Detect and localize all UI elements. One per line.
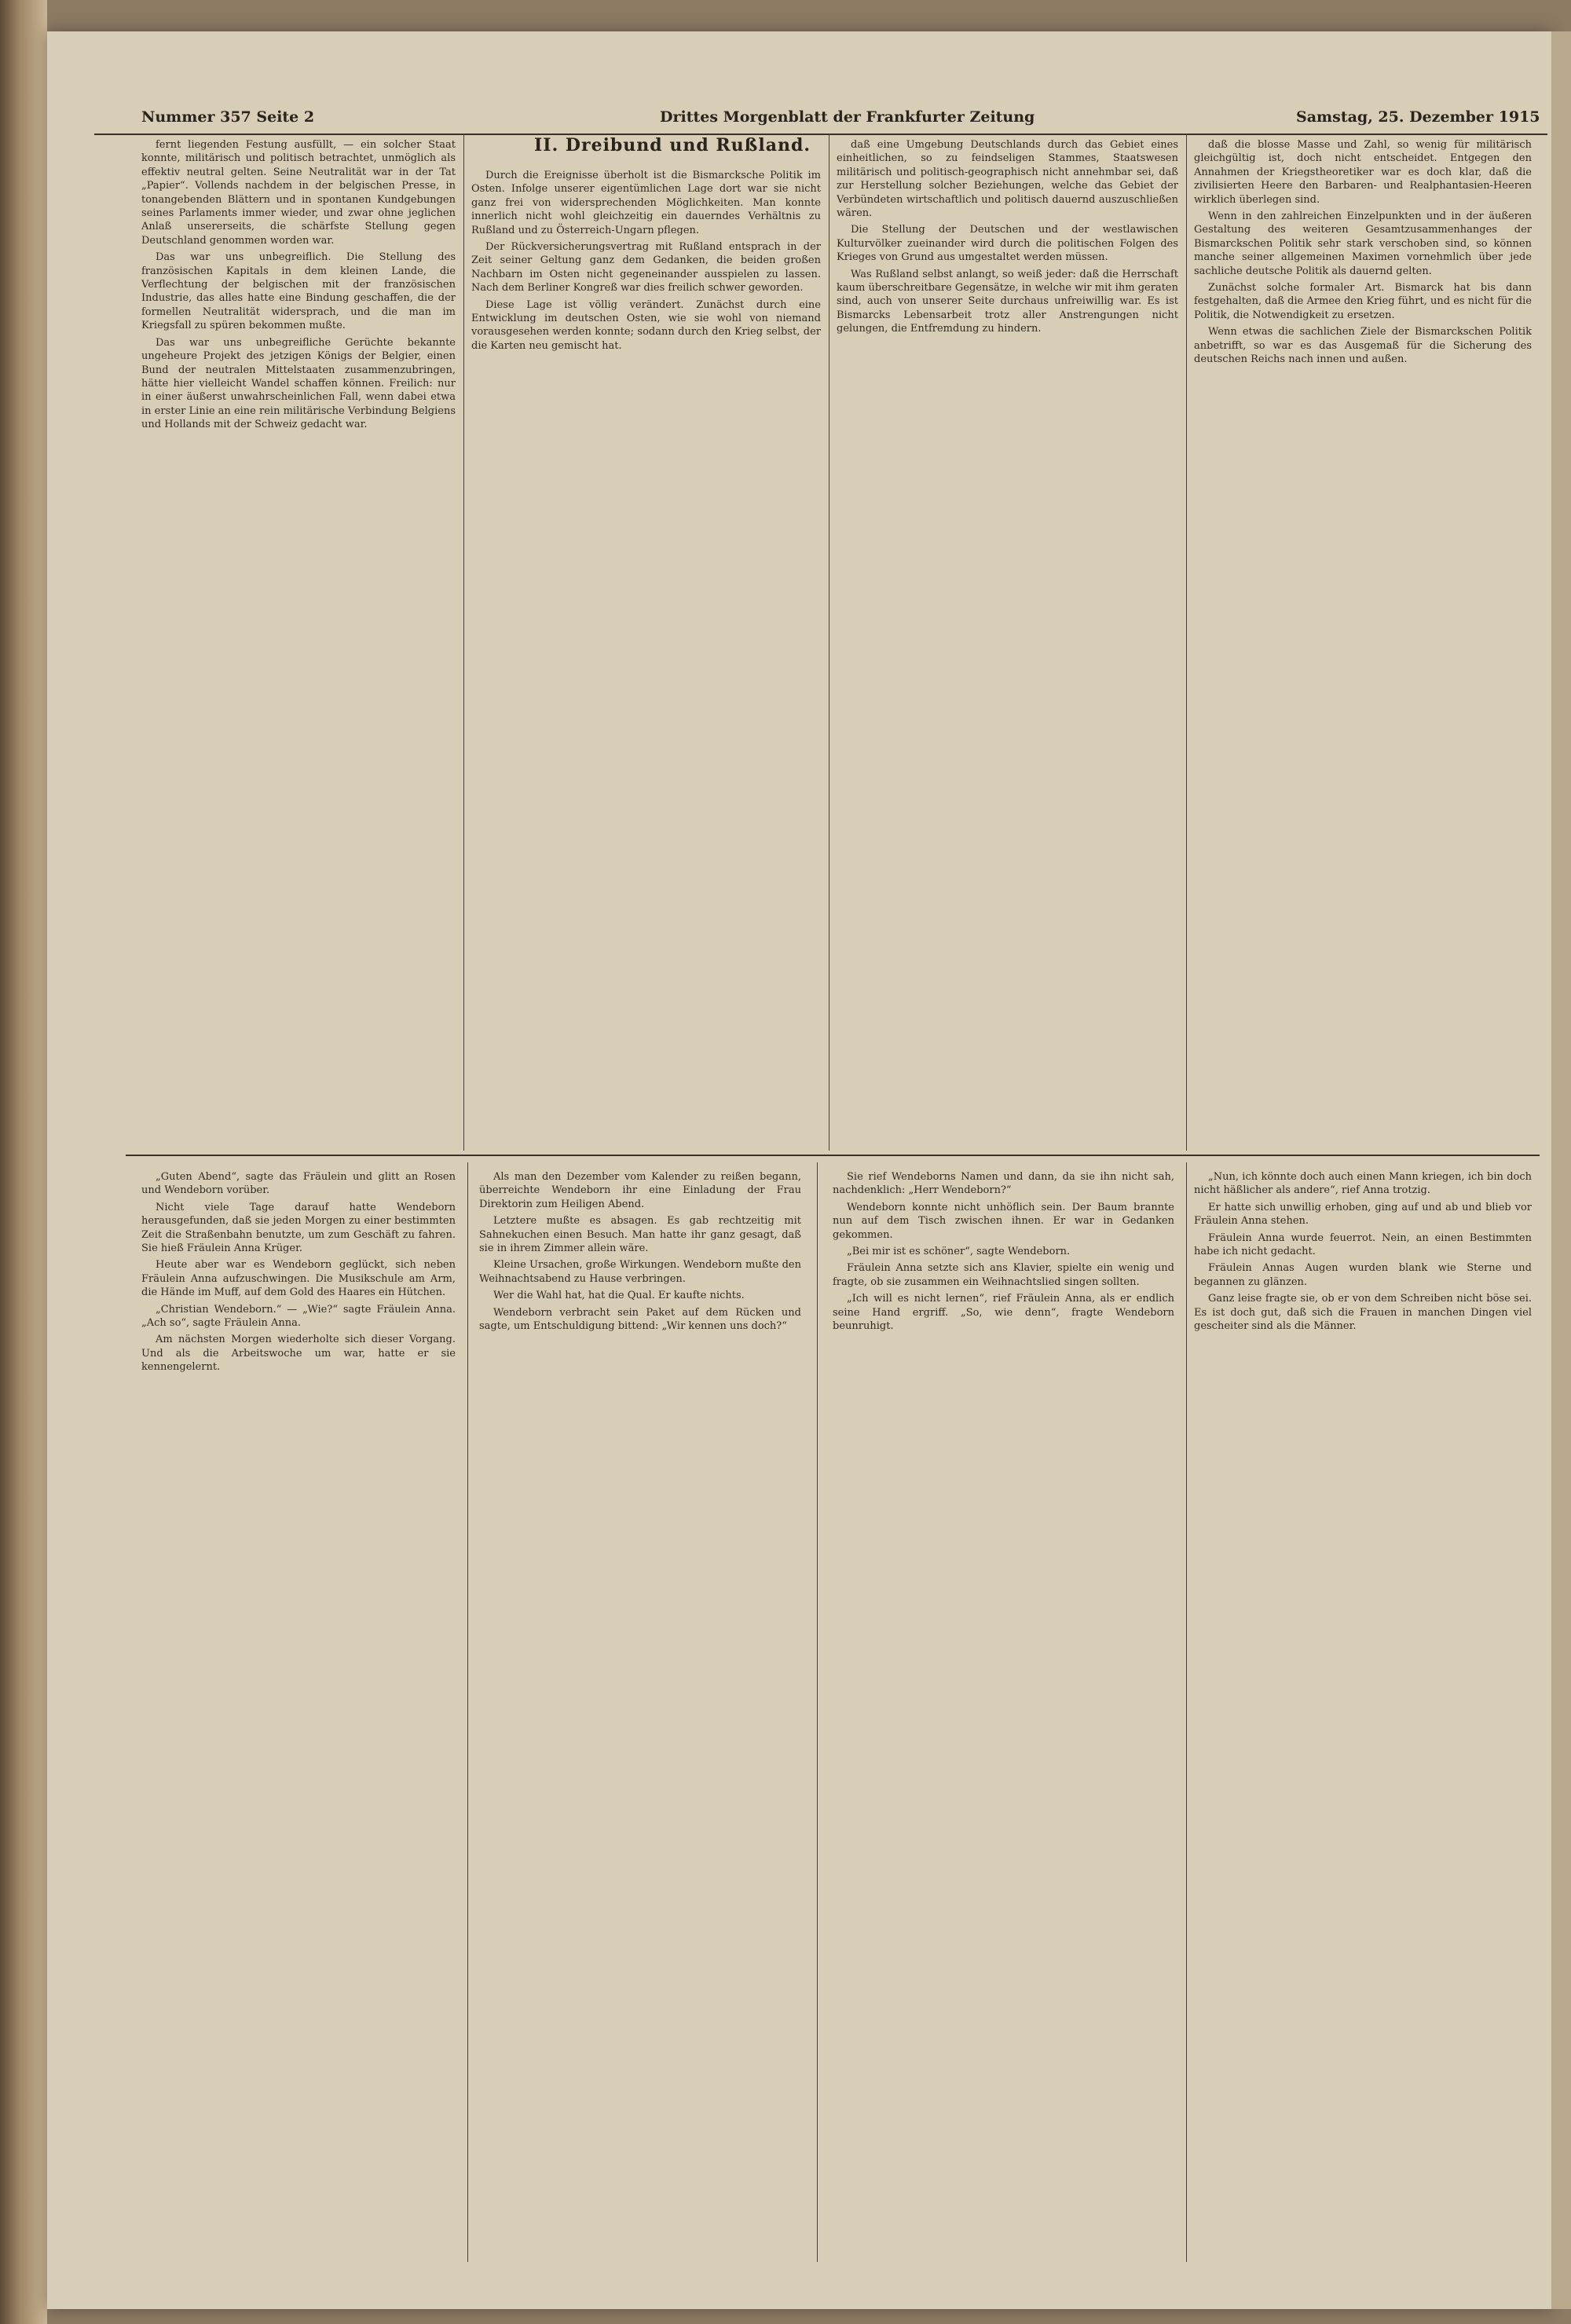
column-rule: [1186, 134, 1187, 1151]
paragraph: Das war uns unbegreifliche Gerüchte bekannte ungeheure Projekt des jetzigen Königs der Belgier, einen Bund der neutralen Mittelstaaten zusammenzubringen, hätte hier vielleicht Wandel schaffen können. Freilich: nur in einer äußerst unwahrscheinlichen Fall, wenn dabei etwa in erster Linie an eine rein militärische Verbindung Belgiens und Hollands mit der Schweiz gedacht war.: [141, 336, 456, 431]
column-rule: [463, 134, 464, 1151]
article-column-1: [141, 138, 456, 1147]
paragraph: Die Stellung der Deutschen und der westlawischen Kulturvölker zueinander wird durch die politischen Folgen des Krieges von Grund aus umgestaltet werden müssen.: [837, 224, 1178, 264]
paragraph: Zunächst solche formaler Art. Bismarck hat bis dann festgehalten, daß die Armee den Krieg führt, und es nicht für die Politik, die Notwendigkeit zu ersetzen.: [1194, 282, 1532, 321]
paragraph: Sie rief Wendeborns Namen und dann, da sie ihn nicht sah, nachdenklich: „Herr Wendeborn?“: [833, 1171, 1174, 1197]
paragraph: „Christian Wendeborn.“ — „Wie?“ sagte Fräulein Anna. „Ach so“, sagte Fräulein Anna.: [141, 1303, 456, 1330]
paragraph: Heute aber war es Wendeborn geglückt, sich neben Fräulein Anna aufzuschwingen. Die Musikschule am Arm, die Hände im Muff, auf dem Gold des Haares ein Hütchen.: [141, 1259, 456, 1299]
paragraph: Wer die Wahl hat, hat die Qual. Er kaufte nichts.: [493, 1290, 745, 1302]
article-column-2: [471, 169, 821, 1147]
article-column-4: [1194, 138, 1532, 1147]
paragraph: Wendeborn konnte nicht unhöflich sein. Der Baum brannte nun auf dem Tisch zwischen ihnen. Er war in Gedanken gekommen.: [833, 1201, 1174, 1241]
paragraph: Nicht viele Tage darauf hatte Wendeborn herausgefunden, daß sie jeden Morgen zu einer bestimmten Zeit die Straßenbahn benutzte, um zum Geschäft zu fahren. Sie hieß Fräulein Anna Krüger.: [141, 1201, 456, 1255]
next-page-edge: [1551, 31, 1571, 2309]
feuilleton-rule: [126, 1155, 1540, 1156]
column-rule: [467, 1162, 468, 2262]
paragraph: Diese Lage ist völlig verändert. Zunächst durch eine Entwicklung im deutschen Osten, wie sie wohl von niemand vorausgesehen werden konnte; sodann durch den Krieg selbst, der die Karten neu gemischt hat.: [471, 298, 821, 352]
issue-number: Nummer 357 Seite 2: [141, 108, 315, 126]
paragraph: Wenn etwas die sachlichen Ziele der Bismarckschen Politik anbetrifft, so war es das Ausgemaß für die Sicherung des deutschen Reichs nach innen und außen.: [1194, 326, 1532, 366]
column-rule: [1186, 1162, 1187, 2262]
feuilleton-column-4: [1194, 1170, 1532, 2262]
paragraph: Ganz leise fragte sie, ob er von dem Schreiben nicht böse sei. Es ist doch gut, daß sich die Frauen in manchen Dingen viel gescheiter sind als die Männer.: [1194, 1293, 1532, 1333]
paragraph: Was Rußland selbst anlangt, so weiß jeder: daß die Herrschaft kaum überschreitbare Gegensätze, in welche wir mit ihm geraten sind, auch von unserer Seite durchaus unfreiwillig war. Es ist Bismarcks Lebensarbeit trotz aller Anstrengungen nicht gelungen, die Entfremdung zu hindern.: [837, 268, 1178, 335]
feuilleton-column-3: [833, 1170, 1174, 2262]
paragraph: Durch die Ereignisse überholt ist die Bismarcksche Politik im Osten. Infolge unserer eigentümlichen Lage dort war sie nicht ganz frei von widersprechenden Möglichkeiten. Man konnte innerlich nicht wohl gleichzeitig ein dauerndes Verhältnis zu Rußland und zu Österreich-Ungarn pflegen.: [471, 170, 821, 236]
paragraph: Letztere mußte es absagen. Es gab rechtzeitig mit Sahnekuchen einen Besuch. Man hatte ihr ganz gesagt, daß sie in ihrem Zimmer allein wäre.: [479, 1215, 801, 1255]
paragraph: „Ich will es nicht lernen“, rief Fräulein Anna, als er endlich seine Hand ergriff. „So, wie denn“, fragte Wendeborn beunruhigt.: [833, 1293, 1174, 1333]
masthead-line: [94, 102, 1547, 135]
column-rule: [817, 1162, 818, 2262]
paragraph: „Bei mir ist es schöner“, sagte Wendeborn.: [847, 1246, 1071, 1258]
paragraph: Fräulein Anna wurde feuerrot. Nein, an einen Bestimmten habe ich nicht gedacht.: [1194, 1232, 1532, 1258]
paragraph: Als man den Dezember vom Kalender zu reißen begann, überreichte Wendeborn ihr eine Einladung der Frau Direktorin zum Heiligen Abend.: [479, 1171, 801, 1210]
newspaper-title: Drittes Morgenblatt der Frankfurter Zeitung: [660, 108, 1035, 126]
paragraph: Der Rückversicherungsvertrag mit Rußland entsprach in der Zeit seiner Geltung ganz dem Gedanken, die beiden großen Nachbarn im Osten nicht gegeneinander ausspielen zu lassen. Nach dem Berliner Kongreß war dies freilich schwer geworden.: [471, 241, 821, 295]
paragraph: Kleine Ursachen, große Wirkungen. Wendeborn mußte den Weihnachtsabend zu Hause verbringen.: [479, 1259, 801, 1285]
issue-date: Samstag, 25. Dezember 1915: [1296, 108, 1540, 126]
paragraph: Am nächsten Morgen wiederholte sich dieser Vorgang. Und als die Arbeitswoche um war, hatte er sie kennengelernt.: [141, 1334, 456, 1374]
paragraph: Wenn in den zahlreichen Einzelpunkten und in der äußeren Gestaltung des weiteren Gesamtzusammenhanges der Bismarckschen Politik sehr stark verschoben sind, so können manche seiner allgemeinen Maximen vornehmlich über jede sachliche deutsche Politik als dauernd gelten.: [1194, 210, 1532, 277]
paragraph: daß die blosse Masse und Zahl, so wenig für militärisch gleichgültig ist, doch nicht entscheidet. Entgegen den Annahmen der Kriegstheoretiker war es doch klar, daß die zivilisierten Heere den Barbaren- und Realphantasien-Heeren wirklich überlegen sind.: [1194, 139, 1532, 206]
paragraph: daß eine Umgebung Deutschlands durch das Gebiet eines einheitlichen, so zu feindseligen Stammes, Staatswesen militärisch und politisch-geographisch nicht annehmbar sei, daß zur Herstellung solcher Beziehungen, welche das Gebiet der Verbündeten wirtschaftlich und politisch dauernd auszuschließen wären.: [837, 139, 1178, 220]
feuilleton-column-1: [141, 1170, 456, 2262]
paragraph: Er hatte sich unwillig erhoben, ging auf und ab und blieb vor Fräulein Anna stehen.: [1194, 1201, 1532, 1228]
paragraph: Das war uns unbegreiflich. Die Stellung des französischen Kapitals in dem kleinen Lande, die Verflechtung der belgischen mit der französischen Industrie, das alles hatte eine Bindung geschaffen, die der formellen Neutralität widersprach, und die man im Kriegsfall zu spüren bekommen mußte.: [141, 251, 456, 332]
paragraph: „Nun, ich könnte doch auch einen Mann kriegen, ich bin doch nicht häßlicher als andere“, rief Anna trotzig.: [1194, 1171, 1532, 1197]
paragraph: Wendeborn verbracht sein Paket auf dem Rücken und sagte, um Entschuldigung bittend: „Wir kennen uns doch?“: [479, 1306, 801, 1333]
paragraph: fernt liegenden Festung ausfüllt, — ein solcher Staat konnte, militärisch und politisch betrachtet, unmöglich als effektiv neutral gelten. Seine Neutralität war in der Tat „Papier“. Vollends nachdem in der belgischen Presse, in tonangebenden Blättern und in spontanen Kundgebungen seines Parlaments immer wieder, und zwar ohne jeglichen Anlaß unsererseits, die schärfste Stellung gegen Deutschland genommen worden war.: [141, 139, 456, 247]
article-title: II. Dreibund und Rußland.: [534, 135, 811, 156]
paragraph: Fräulein Anna setzte sich ans Klavier, spielte ein wenig und fragte, ob sie zusammen ein Weihnachtslied singen sollten.: [833, 1262, 1174, 1288]
paragraph: Fräulein Annas Augen wurden blank wie Sterne und begannen zu glänzen.: [1194, 1262, 1532, 1288]
feuilleton-column-2: [479, 1170, 801, 2262]
article-column-3: [837, 138, 1178, 1147]
paragraph: „Guten Abend“, sagte das Fräulein und glitt an Rosen und Wendeborn vorüber.: [141, 1171, 456, 1197]
book-binding-edge: [0, 0, 47, 2324]
